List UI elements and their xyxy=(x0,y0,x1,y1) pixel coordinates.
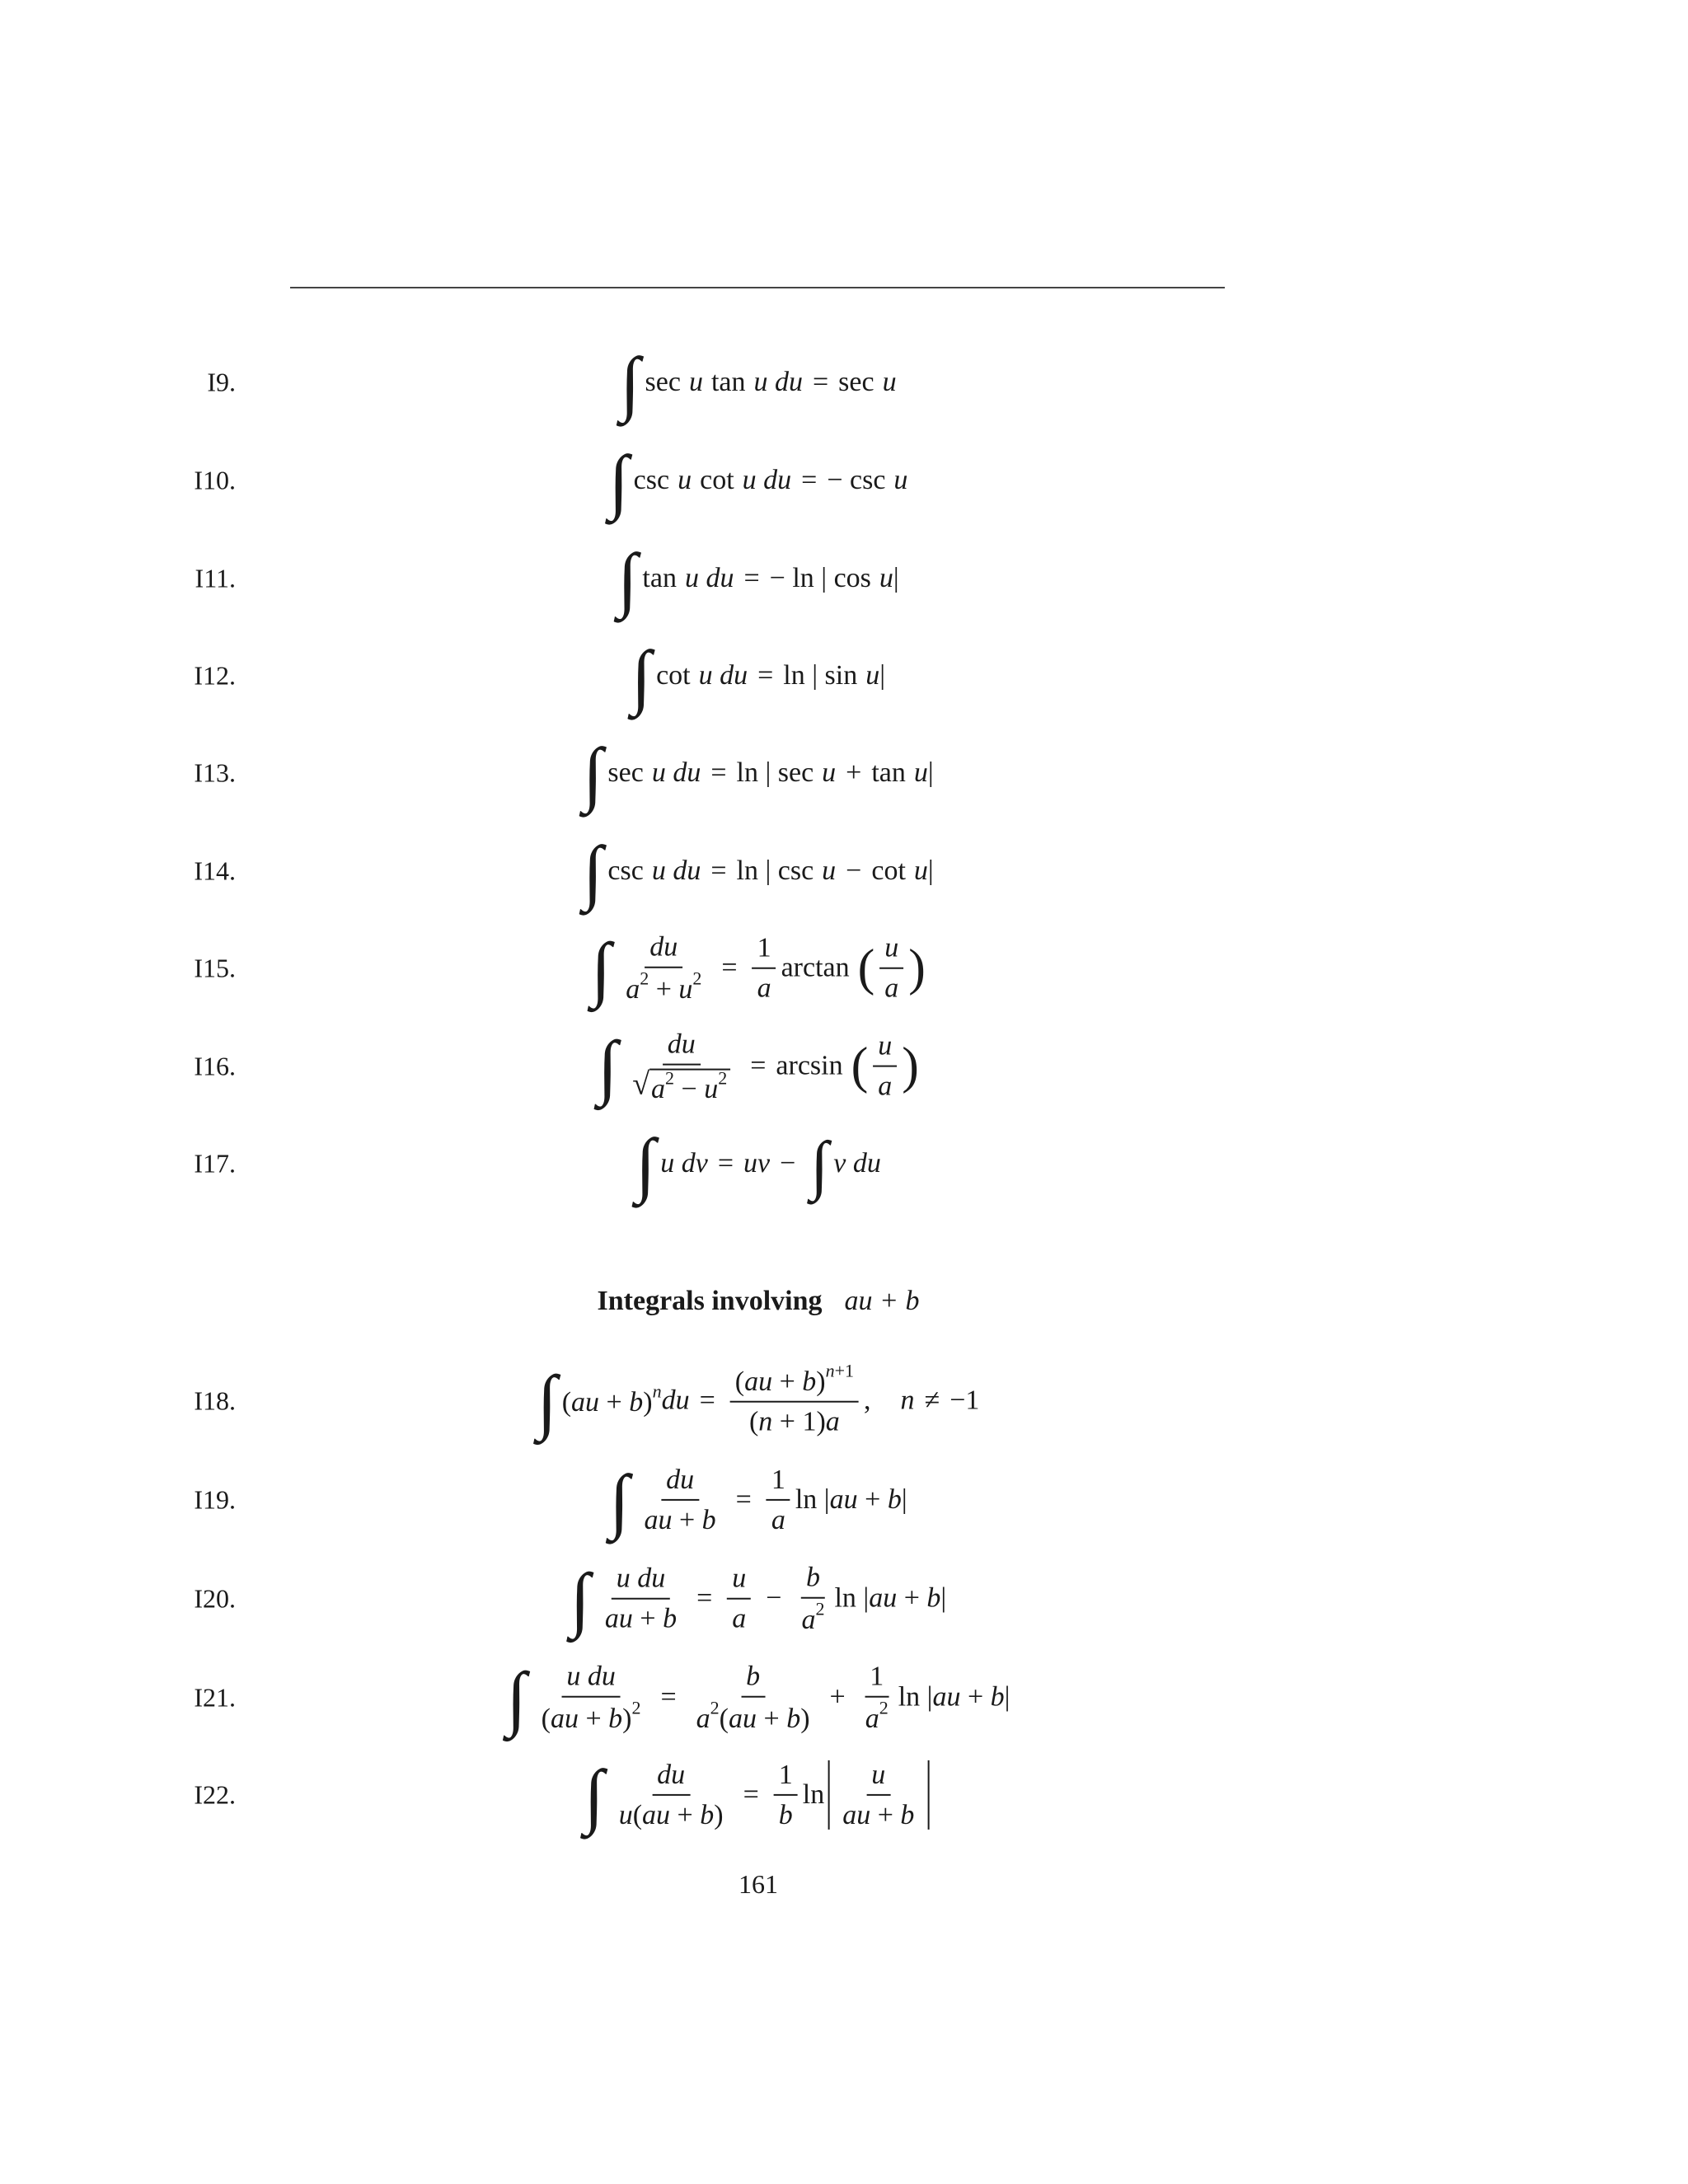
integral-sign: ∫ xyxy=(570,1559,590,1640)
fraction: $\frac{u}{a}$ xyxy=(879,932,903,1005)
formula-i17: ∫ u dv = uv − ∫ v du xyxy=(635,1125,881,1205)
square-root: √ $a^2 - u^2$ xyxy=(632,1069,730,1105)
fraction: $\frac{u}{a}$ xyxy=(727,1563,751,1635)
formula-i9: ∫ sec u tan u du = sec u xyxy=(620,344,897,424)
fraction: $\frac{b}{a^2}$ xyxy=(801,1562,825,1636)
formula-label: I20. xyxy=(194,1583,236,1614)
fraction: $\frac{1}{a^2}$ xyxy=(865,1661,889,1735)
formula-row-i13 xyxy=(0,724,1688,823)
formula-i20: ∫ $\frac{\text{u du}}{au + b}$ = $\frac{u}{a}$ − $\frac{b}{a^2}$ ln |au + b| xyxy=(570,1559,947,1640)
integral-sign: ∫ xyxy=(810,1129,829,1202)
formula-i21: ∫ $\frac{\text{u du}}{(au + b)^2}$ = $\frac{b}{a^2(au + b)}$ + $\frac{1}{a^2}$ ln |au + b| xyxy=(506,1658,1010,1739)
formula-label: I13. xyxy=(194,757,236,788)
integral-sign: ∫ xyxy=(584,1756,604,1836)
integral-sign: ∫ xyxy=(583,832,603,912)
integral-sign: ∫ xyxy=(583,734,603,814)
formula-label: I22. xyxy=(194,1779,236,1810)
absolute-value-bar xyxy=(828,1760,829,1830)
formula-label: I21. xyxy=(194,1682,236,1713)
fraction: $\frac{(au + b)^{n+1}}{(n + 1)a}$ xyxy=(730,1364,859,1439)
section-heading xyxy=(598,1286,920,1317)
formula-label: I19. xyxy=(194,1484,236,1515)
fraction: $\frac{u}{a}$ xyxy=(873,1030,897,1103)
fraction: $\frac{du}{au + b}$ xyxy=(644,1464,716,1535)
formula-i12: ∫ cot u du = ln | sin u | xyxy=(631,637,886,717)
page-number: 161 xyxy=(738,1869,778,1899)
formula-i16: ∫ du √ $a^2 - u^2$ = arcsin ( $\frac{u}{a}$ ) xyxy=(598,1028,919,1108)
formula-label: I14. xyxy=(194,855,236,886)
formula-label: I11. xyxy=(195,563,236,593)
formula-row-i10 xyxy=(0,431,1688,530)
integral-sign: ∫ xyxy=(506,1658,527,1739)
section-heading-math: au + b xyxy=(844,1286,920,1316)
integral-sign: ∫ xyxy=(609,1461,630,1541)
integral-sign: ∫ xyxy=(591,929,612,1010)
formula-label: I12. xyxy=(194,660,236,691)
formula-i10: ∫ csc u cot u du = − csc u xyxy=(608,442,908,522)
formula-i22: ∫ $\frac{du}{u(au + b)}$ = $\frac{1}{b}$ ln $\frac{u}{au + b}$ xyxy=(584,1759,933,1831)
formula-row-i20 xyxy=(0,1549,1688,1648)
formula-row-i16 xyxy=(0,1017,1688,1116)
fraction: $\frac{1}{a}$ xyxy=(753,932,776,1005)
absolute-value-bar xyxy=(927,1760,929,1830)
formula-row-i15 xyxy=(0,919,1688,1018)
fraction: $\frac{du}{a^2 + u^2}$ xyxy=(626,931,702,1005)
fraction: $\frac{du}{u(au + b)}$ xyxy=(618,1759,724,1830)
formula-label: I18. xyxy=(194,1385,236,1416)
fraction: $\frac{\text{u du}}{(au + b)^2}$ xyxy=(541,1661,641,1735)
formula-label: I16. xyxy=(194,1051,236,1081)
formula-row-i18 xyxy=(0,1352,1688,1451)
integral-sign: ∫ xyxy=(537,1361,557,1442)
formula-row-i12 xyxy=(0,626,1688,725)
formula-row-i17 xyxy=(0,1114,1688,1213)
formula-label: I17. xyxy=(194,1148,236,1179)
formula-label: I10. xyxy=(194,465,236,495)
header-rule xyxy=(290,287,1225,288)
formula-row-i11 xyxy=(0,529,1688,628)
fraction: $\frac{u}{au + b}$ xyxy=(842,1759,915,1830)
integral-sign: ∫ xyxy=(598,1028,618,1108)
section-heading-text: Integrals involving xyxy=(597,1286,823,1316)
formula-i14: ∫ csc u du = ln | csc u − cot u | xyxy=(583,832,934,912)
integral-sign: ∫ xyxy=(617,540,638,620)
fraction: $\frac{\text{u du}}{au + b}$ xyxy=(604,1563,678,1634)
fraction: $\frac{1}{b}$ xyxy=(774,1759,798,1831)
integral-sign: ∫ xyxy=(620,344,640,424)
formula-row-i21 xyxy=(0,1648,1688,1747)
fraction: du √ $a^2 - u^2$ xyxy=(627,1029,735,1105)
fraction: $\frac{1}{a}$ xyxy=(767,1464,790,1536)
integral-sign: ∫ xyxy=(631,637,652,717)
formula-i15: ∫ $\frac{du}{a^2 + u^2}$ = $\frac{1}{a}$ arctan ( $\frac{u}{a}$ ) xyxy=(591,929,926,1010)
formula-row-i19 xyxy=(0,1451,1688,1549)
formula-row-i9 xyxy=(0,333,1688,432)
integral-sign: ∫ xyxy=(608,442,629,522)
formula-row-i22 xyxy=(0,1746,1688,1844)
integral-sign: ∫ xyxy=(635,1125,656,1205)
formula-label: I15. xyxy=(194,953,236,983)
formula-i11: ∫ tan u du = − ln | cos u | xyxy=(617,540,899,620)
formula-i19: ∫ $\frac{du}{au + b}$ = $\frac{1}{a}$ ln |au + b| xyxy=(609,1461,907,1541)
formula-label: I9. xyxy=(207,367,236,397)
formula-i13: ∫ sec u du = ln | sec u + tan u | xyxy=(583,734,934,814)
fraction: $\frac{b}{a^2(au + b)}$ xyxy=(696,1661,810,1735)
formula-row-i14 xyxy=(0,822,1688,921)
formula-i18: ∫ (au + b)$^n$ du = $\frac{(au + b)^{n+1}}{(n + 1)a}$ , n ≠ −1 xyxy=(537,1360,980,1442)
